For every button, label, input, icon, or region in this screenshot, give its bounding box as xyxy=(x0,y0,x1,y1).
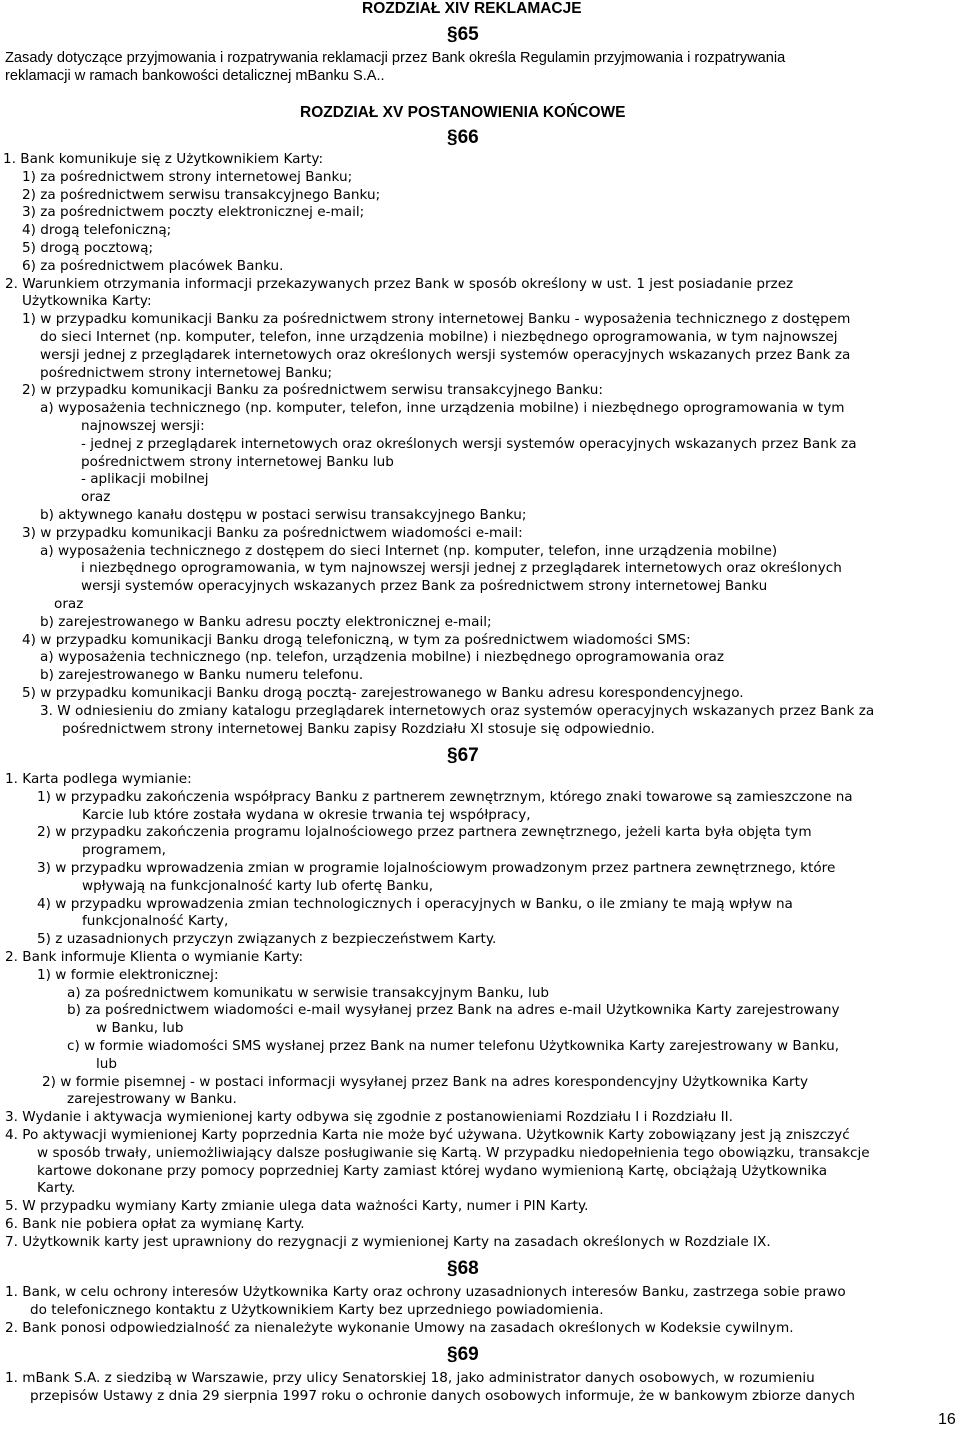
sec66-line: 4) drogą telefoniczną; xyxy=(22,222,172,239)
sec66-line: wersji systemów operacyjnych wskazanych przez Bank za pośrednictwem strony internetowej Banku xyxy=(81,578,768,595)
heading-chapter-14: ROZDZIAŁ XIV REKLAMACJE xyxy=(362,0,582,17)
sec66-line: i niezbędnego oprogramowania, w tym najnowszej wersji jednej z przeglądarek internetowych oraz określonych xyxy=(81,560,842,577)
sec67-line: Karty. xyxy=(37,1180,76,1197)
sec67-line: c) w formie wiadomości SMS wysłanej przez Bank na numer telefonu Użytkownika Karty zarejestrowany w Banku, xyxy=(67,1038,840,1054)
sec66-line: 1. Bank komunikuje się z Użytkownikiem Karty: xyxy=(3,151,324,167)
sec68-line: 2. Bank ponosi odpowiedzialność za nienależyte wykonanie Umowy na zasadach określonych w Kodeksie cywilnym. xyxy=(5,1319,794,1336)
sec67-line: 5. W przypadku wymiany Karty zmianie ulega data ważności Karty, numer i PIN Karty. xyxy=(5,1198,589,1215)
sec66-line: 1) za pośrednictwem strony internetowej Banku; xyxy=(22,168,353,185)
sec67-line: Karcie lub które została wydana w okresie trwania tej współpracy, xyxy=(82,806,531,823)
sec67-line: 4) w przypadku wprowadzenia zmian technologicznych i operacyjnych w Banku, o ile zmiany te mają wpływ na xyxy=(37,895,793,912)
sec66-line: 4) w przypadku komunikacji Banku drogą telefoniczną, w tym za pośrednictwem wiadomości SMS: xyxy=(22,631,691,648)
sec66-line: b) zarejestrowanego w Banku numeru telefonu. xyxy=(40,667,364,684)
sec69-line: 1. mBank S.A. z siedzibą w Warszawie, przy ulicy Senatorskiej 18, jako administrator danych osobowych, w rozumieniu xyxy=(5,1370,815,1386)
sec67-line: 2) w przypadku zakończenia programu lojalnościowego przez partnera zewnętrznego, jeżeli karta była objęta tym xyxy=(37,824,812,841)
page-number: 16 xyxy=(938,1411,956,1428)
sec66-line: 5) drogą pocztową; xyxy=(22,240,154,256)
sec66-line: oraz xyxy=(81,489,111,506)
sec67-line: funkcjonalność Karty, xyxy=(82,913,229,930)
sec67-line: 1) w formie elektronicznej: xyxy=(37,966,219,983)
sec67-line: programem, xyxy=(82,842,166,859)
sec66-line: pośrednictwem strony internetowej Banku zapisy Rozdziału XI stosuje się odpowiednio. xyxy=(62,720,655,737)
section-sign-69: §69 xyxy=(447,1344,479,1365)
sec66-line: oraz xyxy=(54,596,84,612)
sec66-line: b) zarejestrowanego w Banku adresu poczty elektronicznej e-mail; xyxy=(40,613,492,630)
sec67-line: a) za pośrednictwem komunikatu w serwisie transakcyjnym Banku, lub xyxy=(67,984,550,1001)
sec66-line: - aplikacji mobilnej xyxy=(81,471,209,488)
sec66-line: wersji jednej z przeglądarek internetowych oraz określonych wersji systemów operacyjnych wskazanych przez Bank za xyxy=(40,346,851,363)
sec66-line: 1) w przypadku komunikacji Banku za pośrednictwem strony internetowej Banku - wyposażenia technicznego z dostępem xyxy=(22,311,851,328)
sec67-line: 2. Bank informuje Klienta o wymianie Karty: xyxy=(5,949,304,965)
sec66-line: pośrednictwem strony internetowej Banku; xyxy=(40,364,333,381)
sec67-line: 3. Wydanie i aktywacja wymienionej karty odbywa się zgodnie z postanowieniami Rozdziału I i Rozdziału II. xyxy=(5,1109,733,1126)
intro-chapter-14-line-1: Zasady dotyczące przyjmowania i rozpatrywania reklamacji przez Bank określa Regulamin przyjmowania i rozpatrywania xyxy=(5,50,786,66)
sec66-line: a) wyposażenia technicznego (np. komputer, telefon, inne urządzenia mobilne) i niezbędnego oprogramowania w tym xyxy=(40,400,845,417)
sec67-line: w sposób trwały, uniemożliwiający dalsze posługiwanie się Kartą. W przypadku niedopełnienia tego obowiązku, transakcje xyxy=(37,1144,870,1161)
section-sign-68: §68 xyxy=(447,1258,479,1279)
sec66-line: 3) w przypadku komunikacji Banku za pośrednictwem wiadomości e-mail: xyxy=(22,524,523,541)
sec67-line: 4. Po aktywacji wymienionej Karty poprzednia Karta nie może być używana. Użytkownik Karty zobowiązany jest ją zniszczyć xyxy=(5,1127,850,1143)
section-sign-66: §66 xyxy=(447,127,479,148)
sec67-line: wpływają na funkcjonalność karty lub ofertę Banku, xyxy=(82,877,434,894)
sec67-line: w Banku, lub xyxy=(96,1020,184,1037)
sec66-line: 2) w przypadku komunikacji Banku za pośrednictwem serwisu transakcyjnego Banku: xyxy=(22,382,603,399)
sec67-line: 1. Karta podlega wymianie: xyxy=(5,771,192,787)
sec67-line: 7. Użytkownik karty jest uprawniony do rezygnacji z wymienionej Karty na zasadach określonych w Rozdziale IX. xyxy=(5,1233,771,1250)
section-sign-67: §67 xyxy=(447,745,479,766)
sec66-line: 2) za pośrednictwem serwisu transakcyjnego Banku; xyxy=(22,186,381,203)
sec66-line: 2. Warunkiem otrzymania informacji przekazywanych przez Bank w sposób określony w ust. 1 jest posiadanie przez xyxy=(5,275,794,292)
section-sign-65: §65 xyxy=(447,24,479,45)
sec66-line: a) wyposażenia technicznego (np. telefon, urządzenia mobilne) i niezbędnego oprogramowania oraz xyxy=(40,649,724,666)
sec67-line: lub xyxy=(96,1055,118,1072)
sec66-line: pośrednictwem strony internetowej Banku lub xyxy=(81,453,394,470)
sec66-line: 6) za pośrednictwem placówek Banku. xyxy=(22,257,284,274)
heading-chapter-15: ROZDZIAŁ XV POSTANOWIENIA KOŃCOWE xyxy=(300,104,626,121)
sec67-line: 6. Bank nie pobiera opłat za wymianę Karty. xyxy=(5,1216,305,1232)
sec67-line: 1) w przypadku zakończenia współpracy Banku z partnerem zewnętrznym, którego znaki towarowe są zamieszczone na xyxy=(37,788,853,805)
sec66-line: a) wyposażenia technicznego z dostępem do sieci Internet (np. komputer, telefon, inne urządzenia mobilne) xyxy=(40,542,778,559)
sec66-line: najnowszej wersji: xyxy=(81,418,205,434)
sec67-line: kartowe dokonane przy pomocy poprzedniej Karty zamiast której wydano wymienioną Kartę, obciążają Użytkownika xyxy=(37,1162,828,1179)
intro-chapter-14-line-2: reklamacji w ramach bankowości detalicznej mBanku S.A.. xyxy=(5,68,385,84)
sec67-line: zarejestrowany w Banku. xyxy=(67,1091,237,1108)
sec67-line: 3) w przypadku wprowadzenia zmian w programie lojalnościowym prowadzonym przez partnera zewnętrznego, które xyxy=(37,860,836,876)
sec66-line: 3) za pośrednictwem poczty elektronicznej e-mail; xyxy=(22,204,365,221)
sec69-line: przepisów Ustawy z dnia 29 sierpnia 1997 roku o ochronie danych osobowych informuje, że w bankowym zbiorze danych xyxy=(30,1387,855,1404)
sec66-line: Użytkownika Karty: xyxy=(22,293,152,310)
sec66-line: b) aktywnego kanału dostępu w postaci serwisu transakcyjnego Banku; xyxy=(40,507,527,523)
sec68-line: do telefonicznego kontaktu z Użytkownikiem Karty bez uprzedniego powiadomienia. xyxy=(30,1301,604,1318)
sec67-line: b) za pośrednictwem wiadomości e-mail wysyłanej przez Bank na adres e-mail Użytkownika Karty zarejestrowany xyxy=(67,1002,840,1019)
sec66-line: 5) w przypadku komunikacji Banku drogą pocztą- zarejestrowanego w Banku adresu korespondencyjnego. xyxy=(22,685,744,701)
sec66-line: 3. W odniesieniu do zmiany katalogu przeglądarek internetowych oraz systemów operacyjnych wskazanych przez Bank za xyxy=(40,702,875,719)
sec67-line: 5) z uzasadnionych przyczyn związanych z bezpieczeństwem Karty. xyxy=(37,931,497,948)
sec68-line: 1. Bank, w celu ochrony interesów Użytkownika Karty oraz ochrony uzasadnionych interesów Banku, zastrzega sobie prawo xyxy=(5,1284,846,1300)
sec66-line: - jednej z przeglądarek internetowych oraz określonych wersji systemów operacyjnych wskazanych przez Bank za xyxy=(81,435,857,452)
sec67-line: 2) w formie pisemnej - w postaci informacji wysyłanej przez Bank na adres korespondencyjny Użytkownika Karty xyxy=(42,1073,809,1090)
sec66-line: do sieci Internet (np. komputer, telefon, inne urządzenia mobilne) i niezbędnego oprogramowania, w tym najnowszej xyxy=(40,329,838,345)
